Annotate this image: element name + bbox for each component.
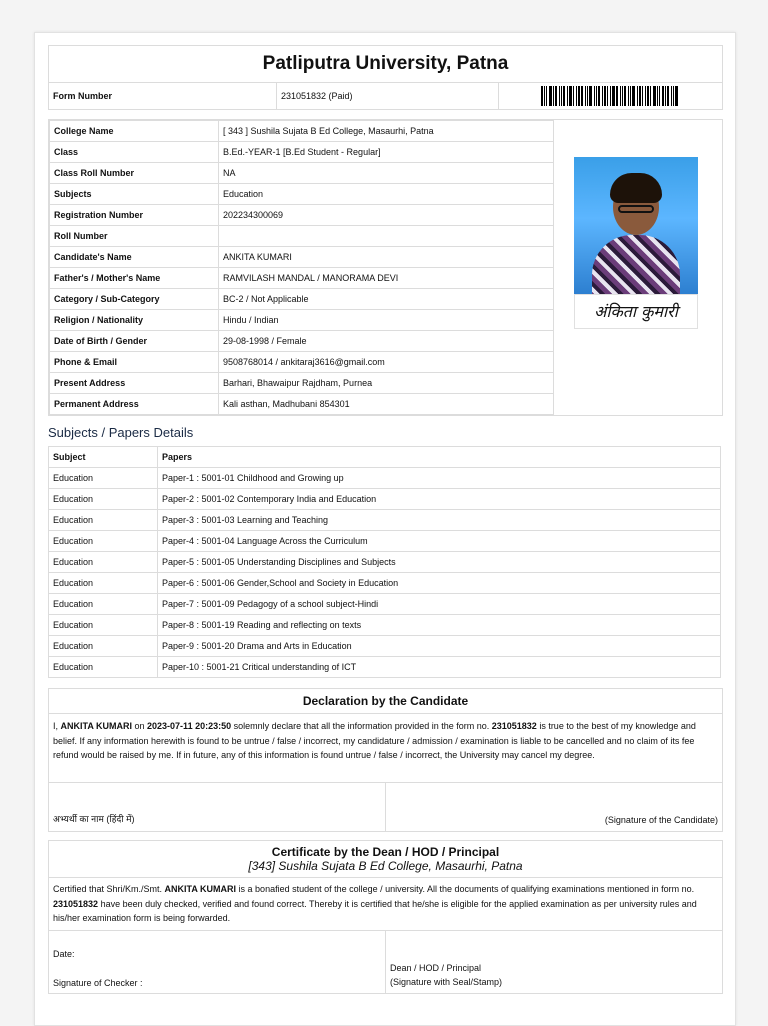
paper-name: Paper-4 : 5001-04 Language Across the Curriculum	[158, 531, 721, 552]
info-label: Subjects	[50, 184, 219, 205]
cert-form-no: 231051832	[53, 898, 99, 909]
paper-name: Paper-10 : 5001-21 Critical understanding of ICT	[158, 657, 721, 678]
info-table	[49, 120, 554, 415]
info-row	[50, 331, 554, 352]
candidate-info	[48, 119, 723, 416]
cert-prefix: Certified that Shri/Km./Smt.	[53, 884, 165, 894]
cert-name: ANKITA KUMARI	[164, 884, 237, 894]
date-label: Date:	[53, 949, 75, 959]
dean-label: Dean / HOD / Principal	[390, 963, 482, 973]
certificate-box	[48, 840, 723, 994]
info-label: Roll Number	[50, 226, 219, 247]
table-row	[49, 615, 721, 636]
table-row	[49, 510, 721, 531]
info-label: Candidate's Name	[50, 247, 219, 268]
info-row	[50, 205, 554, 226]
paper-subject: Education	[49, 531, 158, 552]
papers-section-title: Subjects / Papers Details	[48, 425, 194, 440]
table-row	[49, 573, 721, 594]
info-row	[50, 142, 554, 163]
table-row	[49, 594, 721, 615]
info-row	[50, 394, 554, 415]
info-value: Hindu / Indian	[219, 310, 554, 331]
barcode-image	[541, 86, 680, 106]
checker-label: Signature of Checker :	[53, 978, 143, 988]
paper-name: Paper-7 : 5001-09 Pedagogy of a school subject-Hindi	[158, 594, 721, 615]
papers-table-wrap	[48, 446, 721, 678]
info-row	[50, 352, 554, 373]
paper-name: Paper-8 : 5001-19 Reading and reflecting on texts	[158, 615, 721, 636]
info-value: BC-2 / Not Applicable	[219, 289, 554, 310]
info-row	[50, 226, 554, 247]
decl-mid: solemnly declare that all the information provided in the form no.	[231, 721, 492, 731]
university-title: Patliputra University, Patna	[49, 46, 722, 83]
info-value: 29-08-1998 / Female	[219, 331, 554, 352]
info-value: 202234300069	[219, 205, 554, 226]
candidate-signature-label: (Signature of the Candidate)	[604, 815, 718, 825]
table-row	[49, 657, 721, 678]
decl-datetime: 2023-07-11 20:23:50	[147, 721, 232, 731]
paper-subject: Education	[49, 489, 158, 510]
info-value: 9508768014 / ankitaraj3616@gmail.com	[219, 352, 554, 373]
table-row	[49, 468, 721, 489]
decl-rest: is true to the best of my knowledge and belief. If any information herewith is found to be untrue / false / incorrect, my candidature / admission / examination is liable to be cancelled and no claim of its fee refund would be raised by me. If in future, any of this information is found untrue / false / incorrect, the University may cancel my degree.	[53, 721, 696, 760]
document-sheet	[34, 32, 736, 1026]
photo-glasses	[618, 205, 654, 213]
info-value: RAMVILASH MANDAL / MANORAMA DEVI	[219, 268, 554, 289]
info-label: Permanent Address	[50, 394, 219, 415]
form-number-row	[49, 83, 722, 109]
declaration-text	[49, 714, 722, 782]
table-row	[49, 489, 721, 510]
paper-subject: Education	[49, 657, 158, 678]
info-row	[50, 373, 554, 394]
info-value: Education	[219, 184, 554, 205]
cert-rest: have been duly checked, verified and found correct. Thereby it is certified that he/she is eligible for the applied examination as per university rules and his/her examination form is being forwarded.	[53, 898, 697, 923]
info-label: Class Roll Number	[50, 163, 219, 184]
col-subject: Subject	[49, 447, 158, 468]
paper-subject: Education	[49, 594, 158, 615]
checker-cell	[49, 931, 386, 993]
paper-subject: Education	[49, 573, 158, 594]
table-row	[49, 531, 721, 552]
form-number-value: 231051832 (Paid)	[277, 83, 499, 109]
paper-subject: Education	[49, 468, 158, 489]
cert-mid: is a bonafied student of the college / university. All the documents of qualifying examinations mentioned in form no.	[236, 884, 695, 894]
info-row	[50, 289, 554, 310]
paper-name: Paper-2 : 5001-02 Contemporary India and Education	[158, 489, 721, 510]
table-row	[49, 552, 721, 573]
seal-label: (Signature with Seal/Stamp)	[390, 977, 503, 987]
info-value: Kali asthan, Madhubani 854301	[219, 394, 554, 415]
hindi-name-label: अभ्यर्थी का नाम (हिंदी में)	[49, 783, 386, 831]
decl-prefix: I,	[53, 721, 61, 731]
papers-header-row	[49, 447, 721, 468]
paper-name: Paper-3 : 5001-03 Learning and Teaching	[158, 510, 721, 531]
photo-hair	[610, 173, 662, 203]
info-row	[50, 121, 554, 142]
info-label: Category / Sub-Category	[50, 289, 219, 310]
info-label: Class	[50, 142, 219, 163]
header-box	[48, 45, 723, 110]
info-label: Father's / Mother's Name	[50, 268, 219, 289]
decl-form-no: 231051832	[491, 721, 537, 731]
paper-subject: Education	[49, 636, 158, 657]
certificate-header	[49, 841, 722, 878]
info-label: Religion / Nationality	[50, 310, 219, 331]
candidate-signature-image: अंकिता कुमारी	[574, 294, 698, 329]
info-value: Barhari, Bhawaipur Rajdham, Purnea	[219, 373, 554, 394]
form-number-label: Form Number	[49, 83, 277, 109]
paper-name: Paper-6 : 5001-06 Gender,School and Society in Education	[158, 573, 721, 594]
declaration-box	[48, 688, 723, 832]
paper-subject: Education	[49, 615, 158, 636]
declaration-signature-row	[49, 782, 722, 831]
info-label: Registration Number	[50, 205, 219, 226]
photo-scarf	[592, 235, 680, 294]
info-row	[50, 184, 554, 205]
info-row	[50, 268, 554, 289]
paper-subject: Education	[49, 552, 158, 573]
info-label: Phone & Email	[50, 352, 219, 373]
info-label: Present Address	[50, 373, 219, 394]
barcode	[499, 83, 722, 109]
info-value: NA	[219, 163, 554, 184]
photo-box	[574, 157, 698, 329]
certificate-college: [343] Sushila Sujata B Ed College, Masaurhi, Patna	[248, 859, 523, 873]
papers-table	[48, 446, 721, 678]
info-value	[219, 226, 554, 247]
info-label: College Name	[50, 121, 219, 142]
candidate-photo	[574, 157, 698, 294]
certificate-text	[49, 878, 722, 930]
dean-cell	[386, 931, 722, 993]
decl-on: on	[132, 721, 148, 731]
info-value: B.Ed.-YEAR-1 [B.Ed Student - Regular]	[219, 142, 554, 163]
info-value: [ 343 ] Sushila Sujata B Ed College, Masaurhi, Patna	[219, 121, 554, 142]
certificate-signature-row	[49, 930, 722, 993]
info-row	[50, 163, 554, 184]
info-row	[50, 247, 554, 268]
info-value: ANKITA KUMARI	[219, 247, 554, 268]
info-row	[50, 310, 554, 331]
certificate-title: Certificate by the Dean / HOD / Principal	[271, 845, 500, 859]
paper-name: Paper-5 : 5001-05 Understanding Disciplines and Subjects	[158, 552, 721, 573]
paper-name: Paper-9 : 5001-20 Drama and Arts in Education	[158, 636, 721, 657]
info-label: Date of Birth / Gender	[50, 331, 219, 352]
decl-name: ANKITA KUMARI	[60, 721, 133, 731]
table-row	[49, 636, 721, 657]
declaration-title: Declaration by the Candidate	[49, 689, 722, 714]
col-papers: Papers	[158, 447, 721, 468]
paper-name: Paper-1 : 5001-01 Childhood and Growing up	[158, 468, 721, 489]
paper-subject: Education	[49, 510, 158, 531]
